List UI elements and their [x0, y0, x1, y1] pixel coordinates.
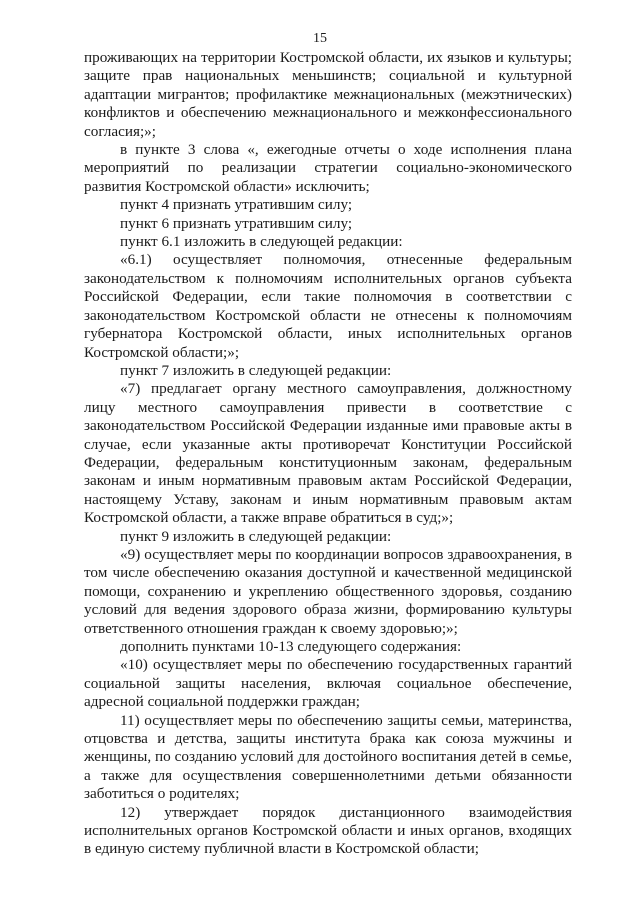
page-number: 15: [313, 31, 327, 46]
paragraph: «6.1) осуществляет полномочия, отнесенные федеральным законодательством к полномочиям исполнительных органов субъекта Российской Федерации, если такие полномочия в соответствии с законодательством Костромской области не отнесены к полномочиям губернатора Костромской области, иных исполнительных органов Костромской области;»;: [84, 251, 572, 361]
paragraph: пункт 7 изложить в следующей редакции:: [120, 361, 392, 379]
paragraph: дополнить пунктами 10-13 следующего содержания:: [120, 638, 462, 655]
paragraph: «9) осуществляет меры по координации вопросов здравоохранения, в том числе обеспечению оказания доступной и качественной медицинской помощи, сохранению и укреплению общественного здоровья, созданию условий для ведения здорового образа жизни, формированию культуры ответственного отношения граждан к своему здоровью;»;: [84, 545, 572, 637]
paragraph: проживающих на территории Костромской области, их языков и культуры; защите прав национальных меньшинств; социальной и культурной адаптации мигрантов; профилактике межнациональных (межэтнических) конфликтов и обеспечению межнационального и межконфессионального согласия;»;: [84, 49, 572, 140]
paragraph: пункт 6 признать утратившим силу;: [120, 214, 353, 232]
paragraph: пункт 9 изложить в следующей редакции:: [120, 527, 392, 545]
paragraph: пункт 6.1 изложить в следующей редакции:: [120, 233, 403, 251]
paragraph: 12) утверждает порядок дистанционного взаимодействия исполнительных органов Костромской области и иных органов, входящих в единую систему публичной власти в Костромской области;: [84, 803, 572, 858]
document-body: [84, 49, 572, 859]
paragraph: в пункте 3 слова «, ежегодные отчеты о ходе исполнения плана мероприятий по реализации стратегии социально-экономического развития Костромской области» исключить;: [84, 141, 572, 195]
paragraph: «10) осуществляет меры по обеспечению государственных гарантий социальной защиты населения, включая социальное обеспечение, адресной социальной поддержки граждан;: [84, 656, 572, 711]
paragraph: пункт 4 признать утратившим силу;: [120, 196, 353, 214]
paragraph: 11) осуществляет меры по обеспечению защиты семьи, материнства, отцовства и детства, защиты института брака как союза мужчины и женщины, по созданию условий для достойного воспитания детей в семье, а также для осуществления совершеннолетними детьми обязанности заботиться о родителях;: [84, 711, 572, 803]
paragraph: «7) предлагает органу местного самоуправления, должностному лицу местного самоуправления привести в соответствие с законодательством Российской Федерации изданные ими правовые акты в случае, если указанные акты противоречат Конституции Российской Федерации, федеральным конституционным законам, федеральным законам и иным нормативным правовым актам Российской Федерации, настоящему Уставу, законам и иным нормативным правовым актам Костромской области, а также вправе обратиться в суд;»;: [84, 380, 572, 527]
